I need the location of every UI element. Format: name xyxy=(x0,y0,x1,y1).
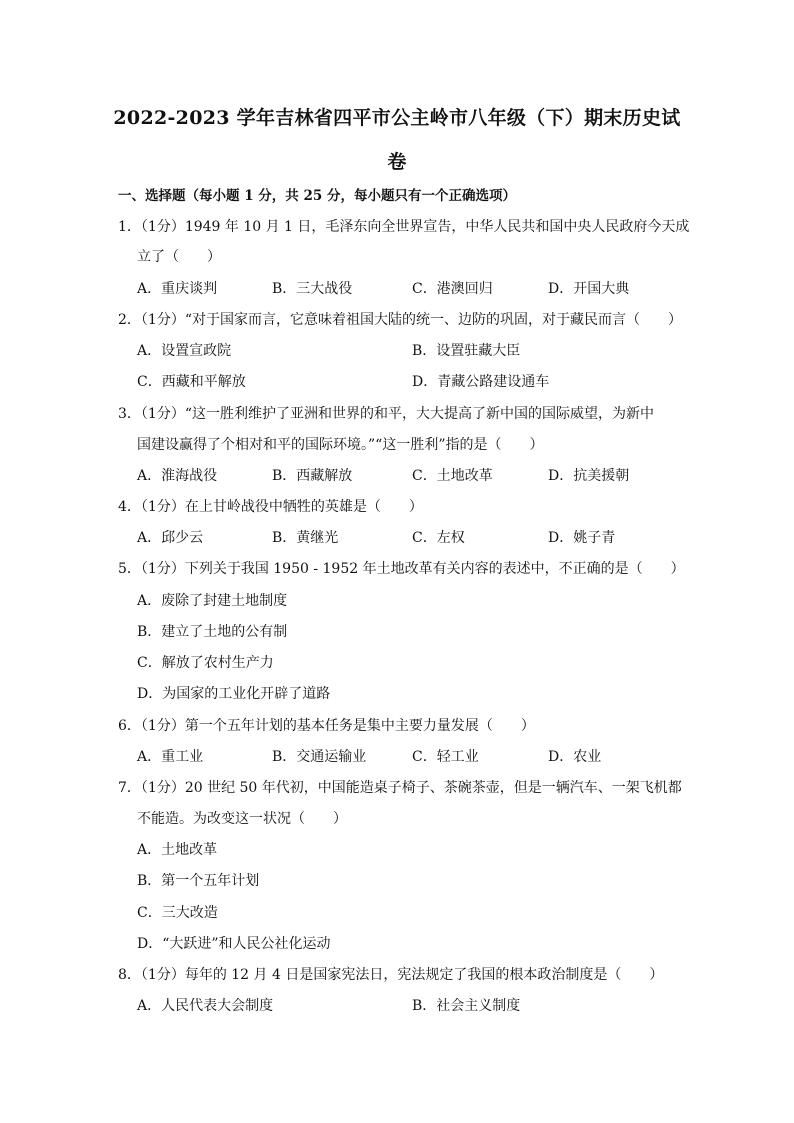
q5-option-a[interactable]: A．废除了封建土地制度 xyxy=(137,593,288,609)
question-7-line-2: 不能造。为改变这一状况（ ） xyxy=(137,811,347,827)
question-3-line-1: 3．（1分）“这一胜利维护了亚洲和世界的和平，大大提高了新中国的国际威望，为新中 xyxy=(118,406,654,422)
q2-option-c[interactable]: C．西藏和平解放 xyxy=(137,374,246,390)
q3-option-a[interactable]: A．淮海战役 xyxy=(137,468,218,484)
q7-option-c[interactable]: C．三大改造 xyxy=(137,905,218,921)
title-line-1: 2022-2023 学年吉林省四平市公主岭市八年级（下）期末历史试 xyxy=(113,107,681,129)
title-line-2: 卷 xyxy=(387,151,407,173)
q1-option-d[interactable]: D．开国大典 xyxy=(548,281,630,297)
question-6-line-1: 6．（1分）第一个五年计划的基本任务是集中主要力量发展（ ） xyxy=(118,718,535,734)
question-3-line-2: 国建设赢得了个相对和平的国际环境。”“这一胜利”指的是（ ） xyxy=(137,437,544,453)
q2-option-a[interactable]: A．设置宣政院 xyxy=(137,343,232,359)
question-2-line-1: 2．（1分）“对于国家而言，它意味着祖国大陆的统一、边防的巩固，对于藏民而言（ ） xyxy=(118,312,682,328)
q7-option-d[interactable]: D．“大跃进”和人民公社化运动 xyxy=(137,936,331,952)
q5-option-c[interactable]: C．解放了农村生产力 xyxy=(137,655,274,671)
question-7-line-1: 7．（1分）20 世纪 50 年代初，中国能造桌子椅子、茶碗茶壶，但是一辆汽车、一架飞机都 xyxy=(118,780,682,796)
q6-option-b[interactable]: B．交通运输业 xyxy=(272,749,367,765)
q1-option-b[interactable]: B．三大战役 xyxy=(272,281,353,297)
q1-option-c[interactable]: C．港澳回归 xyxy=(412,281,493,297)
q6-option-a[interactable]: A．重工业 xyxy=(137,749,204,765)
q8-option-b[interactable]: B．社会主义制度 xyxy=(412,998,521,1014)
q3-option-b[interactable]: B．西藏解放 xyxy=(272,468,353,484)
page-title xyxy=(100,96,694,184)
q5-option-b[interactable]: B．建立了土地的公有制 xyxy=(137,624,288,640)
question-1-line-1: 1．（1分）1949 年 10 月 1 日，毛泽东向全世界宣告，中华人民共和国中央人民政府今天成 xyxy=(118,219,690,235)
q2-option-b[interactable]: B．设置驻藏大臣 xyxy=(412,343,521,359)
q4-option-b[interactable]: B．黄继光 xyxy=(272,530,339,546)
question-5-line-1: 5．（1分）下列关于我国 1950 - 1952 年土地改革有关内容的表述中，不正确的是（ ） xyxy=(118,561,685,577)
question-4-line-1: 4．（1分）在上甘岭战役中牺牲的英雄是（ ） xyxy=(118,499,423,515)
q6-option-d[interactable]: D．农业 xyxy=(548,749,602,765)
q7-option-a[interactable]: A．土地改革 xyxy=(137,842,218,858)
q2-option-d[interactable]: D．青藏公路建设通车 xyxy=(412,374,550,390)
q4-option-a[interactable]: A．邱少云 xyxy=(137,530,204,546)
q1-option-a[interactable]: A．重庆谈判 xyxy=(137,281,218,297)
q6-option-c[interactable]: C．轻工业 xyxy=(412,749,479,765)
q8-option-a[interactable]: A．人民代表大会制度 xyxy=(137,998,274,1014)
question-1-line-2: 立了（ ） xyxy=(137,249,221,265)
q5-option-d[interactable]: D．为国家的工业化开辟了道路 xyxy=(137,686,331,702)
q7-option-b[interactable]: B．第一个五年计划 xyxy=(137,873,260,889)
q3-option-d[interactable]: D．抗美援朝 xyxy=(548,468,630,484)
q4-option-c[interactable]: C．左权 xyxy=(412,530,465,546)
section-heading: 一、选择题（每小题 1 分，共 25 分，每小题只有一个正确选项） xyxy=(118,188,516,204)
question-8-line-1: 8．（1分）每年的 12 月 4 日是国家宪法日，宪法规定了我国的根本政治制度是（ ） xyxy=(118,967,664,983)
q3-option-c[interactable]: C．土地改革 xyxy=(412,468,493,484)
q4-option-d[interactable]: D．姚子青 xyxy=(548,530,616,546)
